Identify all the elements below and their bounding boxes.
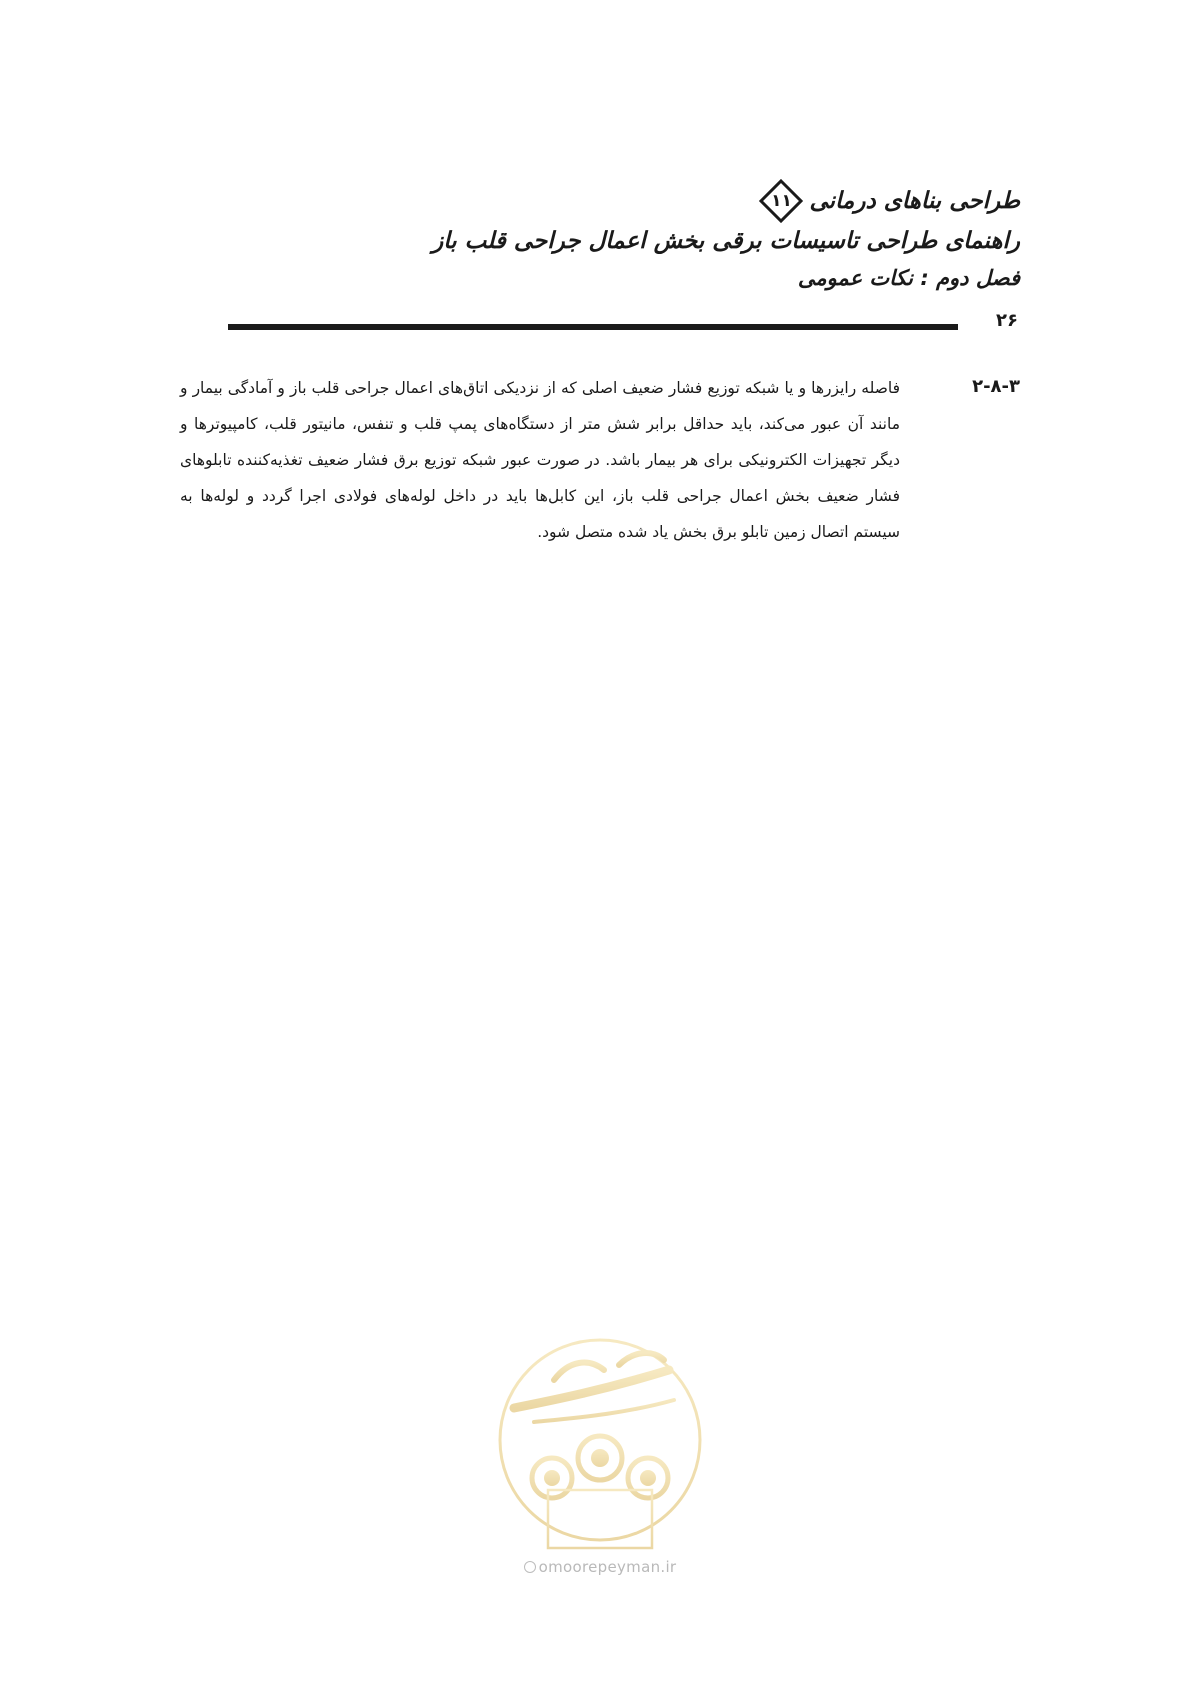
double-rule — [228, 324, 958, 330]
document-title: راهنمای طراحی تاسیسات برقی بخش اعمال جراحی قلب باز — [432, 228, 1020, 254]
page-number: ۲۶ — [996, 310, 1018, 331]
series-number: ۱۱ — [771, 191, 792, 211]
series-title: طراحی بناهای درمانی — [809, 188, 1020, 214]
section-number: ۲-۸-۳ — [972, 376, 1020, 397]
watermark-url — [494, 1558, 706, 1576]
section-paragraph: فاصله رایزرها و یا شبکه توزیع فشار ضعیف اصلی که از نزدیکی اتاق‌های اعمال جراحی قلب باز و آمادگی بیمار و مانند آن عبور می‌کند، باید حداقل برابر شش متر از دستگاه‌های پمپ قلب و تنفس، مانیتور قلب، کامپیوترها و دیگر تجهیزات الکترونیکی برای هر بیمار باشد. در صورت عبور شبکه توزیع برق فشار ضعیف تغذیه‌کننده تابلوهای فشار ضعیف بخش اعمال جراحی قلب باز، این کابل‌ها باید در داخل لوله‌های فولادی اجرا گردد و لوله‌ها به سیستم اتصال زمین تابلو برق بخش یاد شده متصل شود. — [180, 379, 900, 541]
chapter-title: فصل دوم : نکات عمومی — [797, 266, 1020, 290]
series-number-badge — [759, 179, 803, 223]
watermark-logo — [494, 1330, 706, 1558]
header-divider — [228, 318, 958, 344]
globe-icon — [524, 1561, 536, 1573]
watermark-url-text: omoorepeyman.ir — [538, 1558, 677, 1576]
page-header — [170, 180, 1020, 296]
series-line — [170, 180, 1020, 222]
